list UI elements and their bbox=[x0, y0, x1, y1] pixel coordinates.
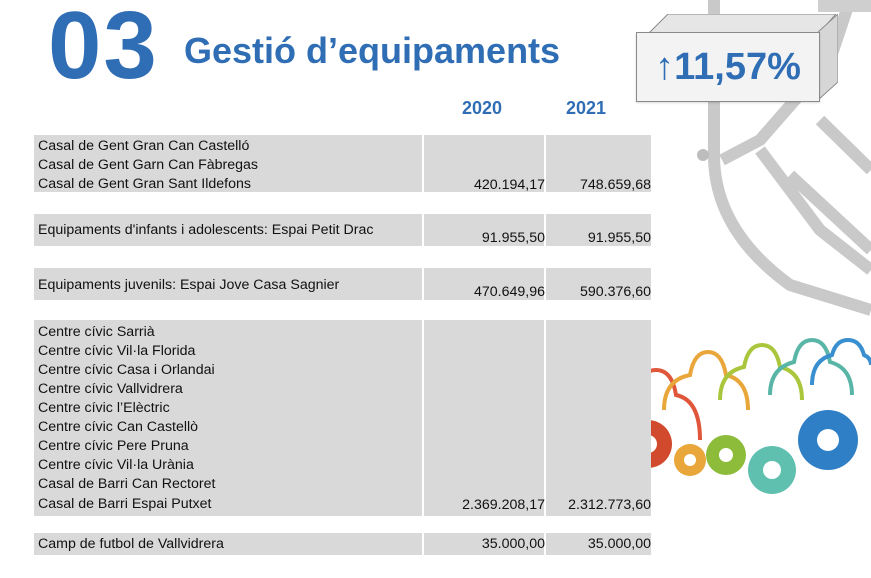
value-2020: 470.649,96 bbox=[473, 284, 545, 300]
row-label: Camp de futbol de Vallvidrera bbox=[38, 536, 224, 552]
row-label: Equipaments d'infants i adolescents: Espai Petit Drac bbox=[38, 222, 374, 238]
value-2020: 2.369.208,17 bbox=[462, 497, 545, 513]
row-label: Centre cívic Sarrià bbox=[38, 324, 155, 340]
row-label: Casal de Barri Espai Putxet bbox=[38, 496, 212, 512]
row-label: Centre cívic Can Castellò bbox=[38, 419, 199, 435]
year-2021-header: 2021 bbox=[566, 98, 607, 118]
row-label: Centre cívic l’Elèctric bbox=[38, 400, 170, 416]
row-label: Casal de Gent Garn Can Fàbregas bbox=[38, 157, 259, 173]
value-2021: 590.376,60 bbox=[579, 284, 651, 300]
year-2020-header: 2020 bbox=[462, 98, 503, 118]
table-row-espai-petit-drac bbox=[34, 214, 651, 246]
value-2020: 91.955,50 bbox=[481, 230, 545, 246]
row-label: Centre cívic Vil·la Florida bbox=[38, 343, 196, 359]
table-row-casals-gent-gran bbox=[34, 135, 651, 192]
row-label: Equipaments juvenils: Espai Jove Casa Sagnier bbox=[38, 277, 340, 293]
value-2021: 748.659,68 bbox=[579, 177, 651, 193]
value-2021: 35.000,00 bbox=[587, 536, 651, 552]
page-title: Gestió d’equipaments bbox=[184, 30, 561, 71]
value-2021: 2.312.773,60 bbox=[568, 497, 651, 513]
table-row-centres-civics bbox=[34, 320, 651, 516]
section-number: 03 bbox=[48, 0, 159, 99]
badge-side-face bbox=[818, 14, 838, 100]
value-2020: 35.000,00 bbox=[481, 536, 545, 552]
row-label: Centre cívic Pere Pruna bbox=[38, 438, 189, 454]
badge-top-face bbox=[648, 14, 836, 34]
value-2020: 420.194,17 bbox=[473, 177, 545, 193]
row-label: Centre cívic Vallvidrera bbox=[38, 381, 183, 397]
row-label: Casal de Barri Can Rectoret bbox=[38, 476, 216, 492]
value-2021: 91.955,50 bbox=[587, 230, 651, 246]
growth-percentage: ↑11,57% bbox=[655, 45, 801, 88]
row-label: Casal de Gent Gran Sant Ildefons bbox=[38, 176, 251, 192]
row-label: Casal de Gent Gran Can Castelló bbox=[38, 138, 250, 154]
growth-badge bbox=[636, 32, 820, 102]
row-label: Centre cívic Casa i Orlandai bbox=[38, 362, 215, 378]
row-label: Centre cívic Vil·la Urània bbox=[38, 457, 194, 473]
table-row-espai-jove bbox=[34, 268, 651, 300]
table-row-camp-futbol bbox=[34, 533, 651, 555]
